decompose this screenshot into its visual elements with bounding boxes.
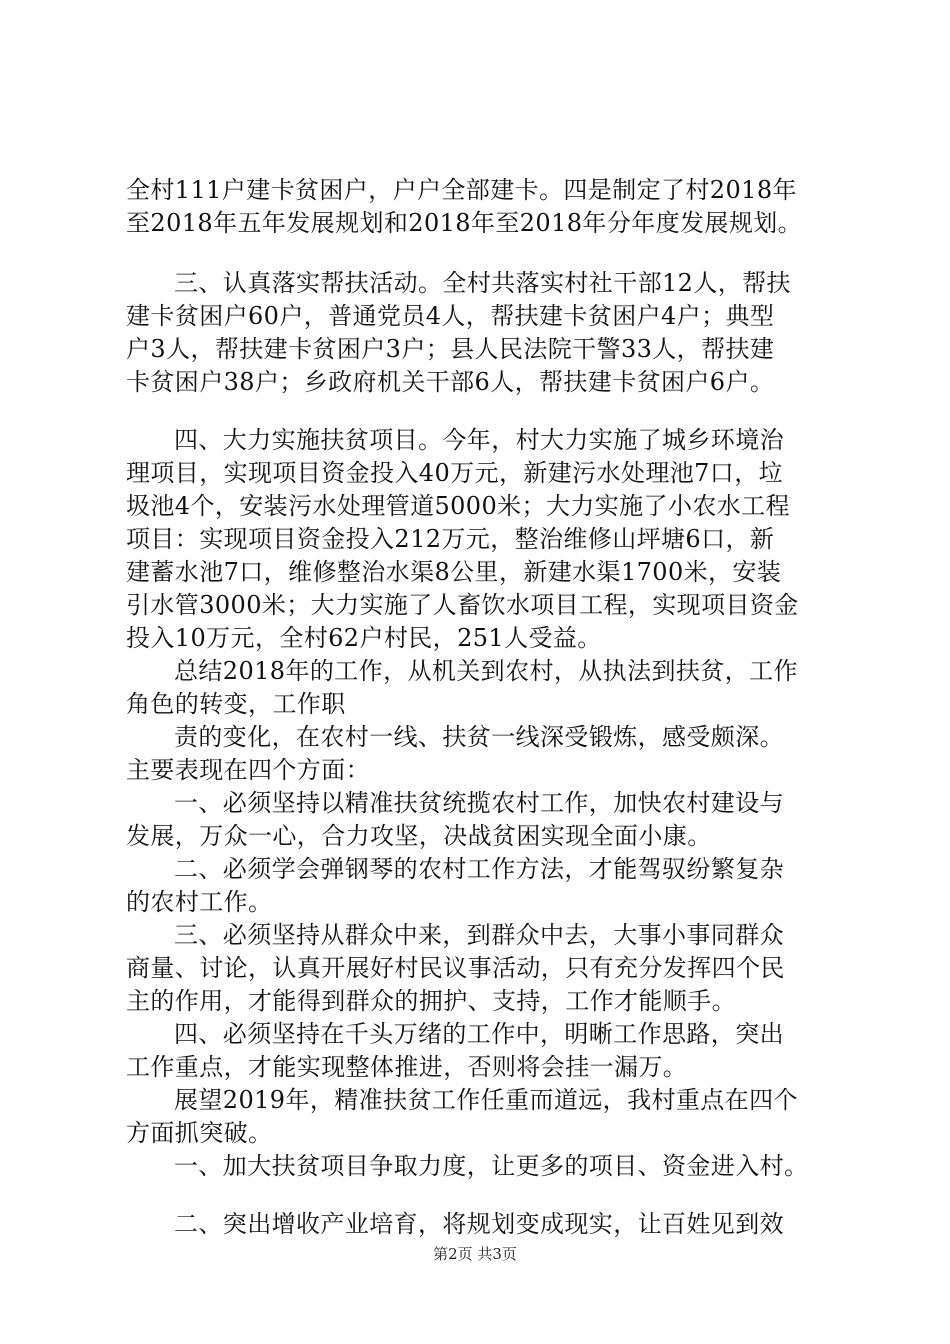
text-line: 一、加大扶贫项目争取力度，让更多的项目、资金进入村。 (174, 1152, 809, 1180)
text-line: 主要表现在四个方面： (126, 756, 370, 784)
text-line: 四、大力实施扶贫项目。今年，村大力实施了城乡环境治 (174, 426, 784, 454)
text-line: 一、必须坚持以精准扶贫统揽农村工作，加快农村建设与 (174, 789, 784, 817)
text-line: 角色的转变，工作职 (126, 690, 346, 718)
text-line: 责的变化，在农村一线、扶贫一线深受锻炼，感受颇深。 (174, 723, 784, 751)
text-line: 展望2019年，精准扶贫工作任重而道远，我村重点在四个 (174, 1086, 798, 1114)
text-line: 工作重点，才能实现整体推进，否则将会挂一漏万。 (126, 1053, 688, 1081)
text-line: 引水管3000米；大力实施了人畜饮水项目工程，实现项目资金 (126, 591, 799, 619)
text-line: 商量、讨论，认真开展好村民议事活动，只有充分发挥四个民 (126, 954, 785, 982)
text-line: 二、必须学会弹钢琴的农村工作方法，才能驾驭纷繁复杂 (174, 855, 784, 883)
text-line: 的农村工作。 (126, 888, 273, 916)
text-line: 卡贫困户38户；乡政府机关干部6人，帮扶建卡贫困户6户。 (126, 368, 775, 396)
text-line: 至2018年五年发展规划和2018年至2018年分年度发展规划。 (126, 209, 803, 237)
text-line: 项目：实现项目资金投入212万元，整治维修山坪塘6口，新 (126, 525, 775, 553)
text-line: 主的作用，才能得到群众的拥护、支持，工作才能顺手。 (126, 987, 736, 1015)
text-line: 三、认真落实帮扶活动。全村共落实村社干部12人，帮扶 (174, 269, 791, 297)
text-line: 总结2018年的工作，从机关到农村，从执法到扶贫，工作 (174, 657, 798, 685)
text-line: 理项目，实现项目资金投入40万元，新建污水处理池7口，垃 (126, 459, 784, 487)
text-line: 户3人，帮扶建卡贫困户3户；县人民法院干警33人，帮扶建 (126, 335, 775, 363)
text-line: 建蓄水池7口，维修整治水渠8公里，新建水渠1700米，安装 (126, 558, 782, 586)
text-line: 四、必须坚持在千头万绪的工作中，明晰工作思路，突出 (174, 1020, 784, 1048)
text-line: 圾池4个，安装污水处理管道5000米；大力实施了小农水工程 (126, 492, 790, 520)
text-line: 三、必须坚持从群众中来，到群众中去，大事小事同群众 (174, 921, 784, 949)
text-line: 二、突出增收产业培育，将规划变成现实，让百姓见到效 (174, 1210, 784, 1238)
text-line: 发展，万众一心，合力攻坚，决战贫困实现全面小康。 (126, 822, 712, 850)
text-line: 投入10万元，全村62户村民，251人受益。 (126, 624, 602, 652)
text-line: 方面抓突破。 (126, 1119, 273, 1147)
text-line: 建卡贫困户60户，普通党员4人，帮扶建卡贫困户4户；典型 (126, 302, 775, 330)
text-line: 全村111户建卡贫困户，户户全部建卡。四是制定了村2018年 (126, 176, 797, 204)
page-footer: 第2页 共3页 (433, 1245, 517, 1263)
